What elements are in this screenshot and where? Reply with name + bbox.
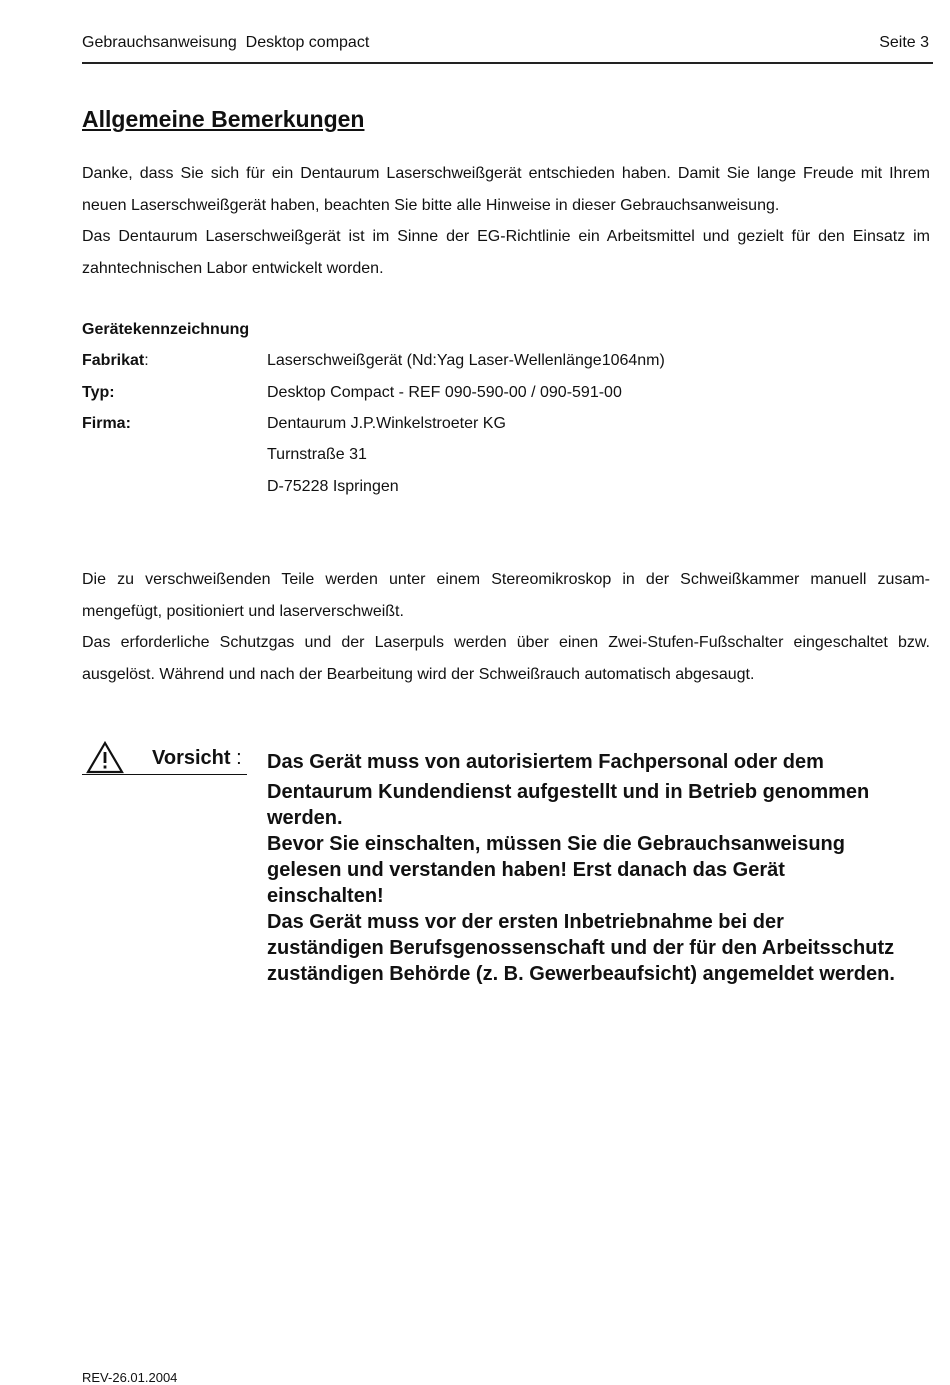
- typ-value: Desktop Compact - REF 090-590-00 / 090-591-00: [267, 384, 622, 401]
- warning-line-1: Das Gerät muss von autorisiertem Fachpersonal oder dem: [267, 751, 824, 773]
- header-document-title: Gebrauchsanweisung Desktop compact: [82, 34, 370, 51]
- warning-line-2: Dentaurum Kundendienst aufgestellt und in Betrieb genommen: [267, 781, 870, 803]
- firma-name: Dentaurum J.P.Winkelstroeter KG: [267, 415, 506, 432]
- page-header: [82, 34, 933, 64]
- warning-line-6: einschalten!: [267, 885, 384, 907]
- warning-line-5: gelesen und verstanden haben! Erst danach das Gerät: [267, 859, 785, 881]
- header-page-number: Seite 3: [879, 34, 929, 51]
- fabrikat-value: Laserschweißgerät (Nd:Yag Laser-Wellenlänge1064nm): [267, 352, 665, 369]
- intro-paragraph-2: Das Dentaurum Laserschweißgerät ist im Sinne der EG-Richtlinie ein Arbeitsmittel und gezielt für den Einsatz im zahntechnischen Labor entwickelt worden.: [82, 228, 930, 277]
- warning-line-9: zuständigen Behörde (z. B. Gewerbeaufsicht) angemeldet werden.: [267, 963, 895, 985]
- warning-colon: :: [236, 747, 242, 769]
- description-paragraph-2: Das erforderliche Schutzgas und der Laserpuls werden über einen Zwei-Stufen-Fußschalter eingeschaltet bzw. ausgelöst. Während und nach der Bearbeitung wird der Schweißrauch automatisch abgesaugt.: [82, 634, 930, 683]
- device-heading: Gerätekennzeichnung: [82, 321, 250, 338]
- warning-line-8: zuständigen Berufsgenossenschaft und der für den Arbeitsschutz: [267, 937, 895, 959]
- firma-label: Firma:: [82, 415, 131, 432]
- warning-line-4: Bevor Sie einschalten, müssen Sie die Gebrauchsanweisung: [267, 833, 845, 855]
- warning-line-3: werden.: [267, 807, 343, 829]
- warning-triangle-icon: [86, 740, 124, 774]
- fabrikat-colon: :: [144, 352, 149, 369]
- typ-label: Typ:: [82, 384, 115, 401]
- intro-paragraph-1: Danke, dass Sie sich für ein Dentaurum Laserschweißgerät entschieden haben. Damit Sie lange Freude mit Ihrem neuen Laserschweißgerät haben, beachten Sie bitte alle Hinweise in dieser Gebrauchsanweisung.: [82, 165, 930, 214]
- warning-label: Vorsicht :: [152, 747, 242, 769]
- description-paragraph-1: Die zu verschweißenden Teile werden unter einem Stereomikroskop in der Schweißkammer manuell zusam-mengefügt, positioniert und laserverschweißt.: [82, 571, 930, 620]
- warning-label-row: [82, 740, 247, 775]
- warning-line-7: Das Gerät muss vor der ersten Inbetriebnahme bei der: [267, 911, 784, 933]
- revision-footer: REV-26.01.2004: [82, 1370, 178, 1385]
- section-title: Allgemeine Bemerkungen: [82, 106, 365, 132]
- firma-city: D-75228 Ispringen: [267, 478, 399, 495]
- firma-street: Turnstraße 31: [267, 446, 367, 463]
- fabrikat-label: Fabrikat:: [82, 352, 149, 369]
